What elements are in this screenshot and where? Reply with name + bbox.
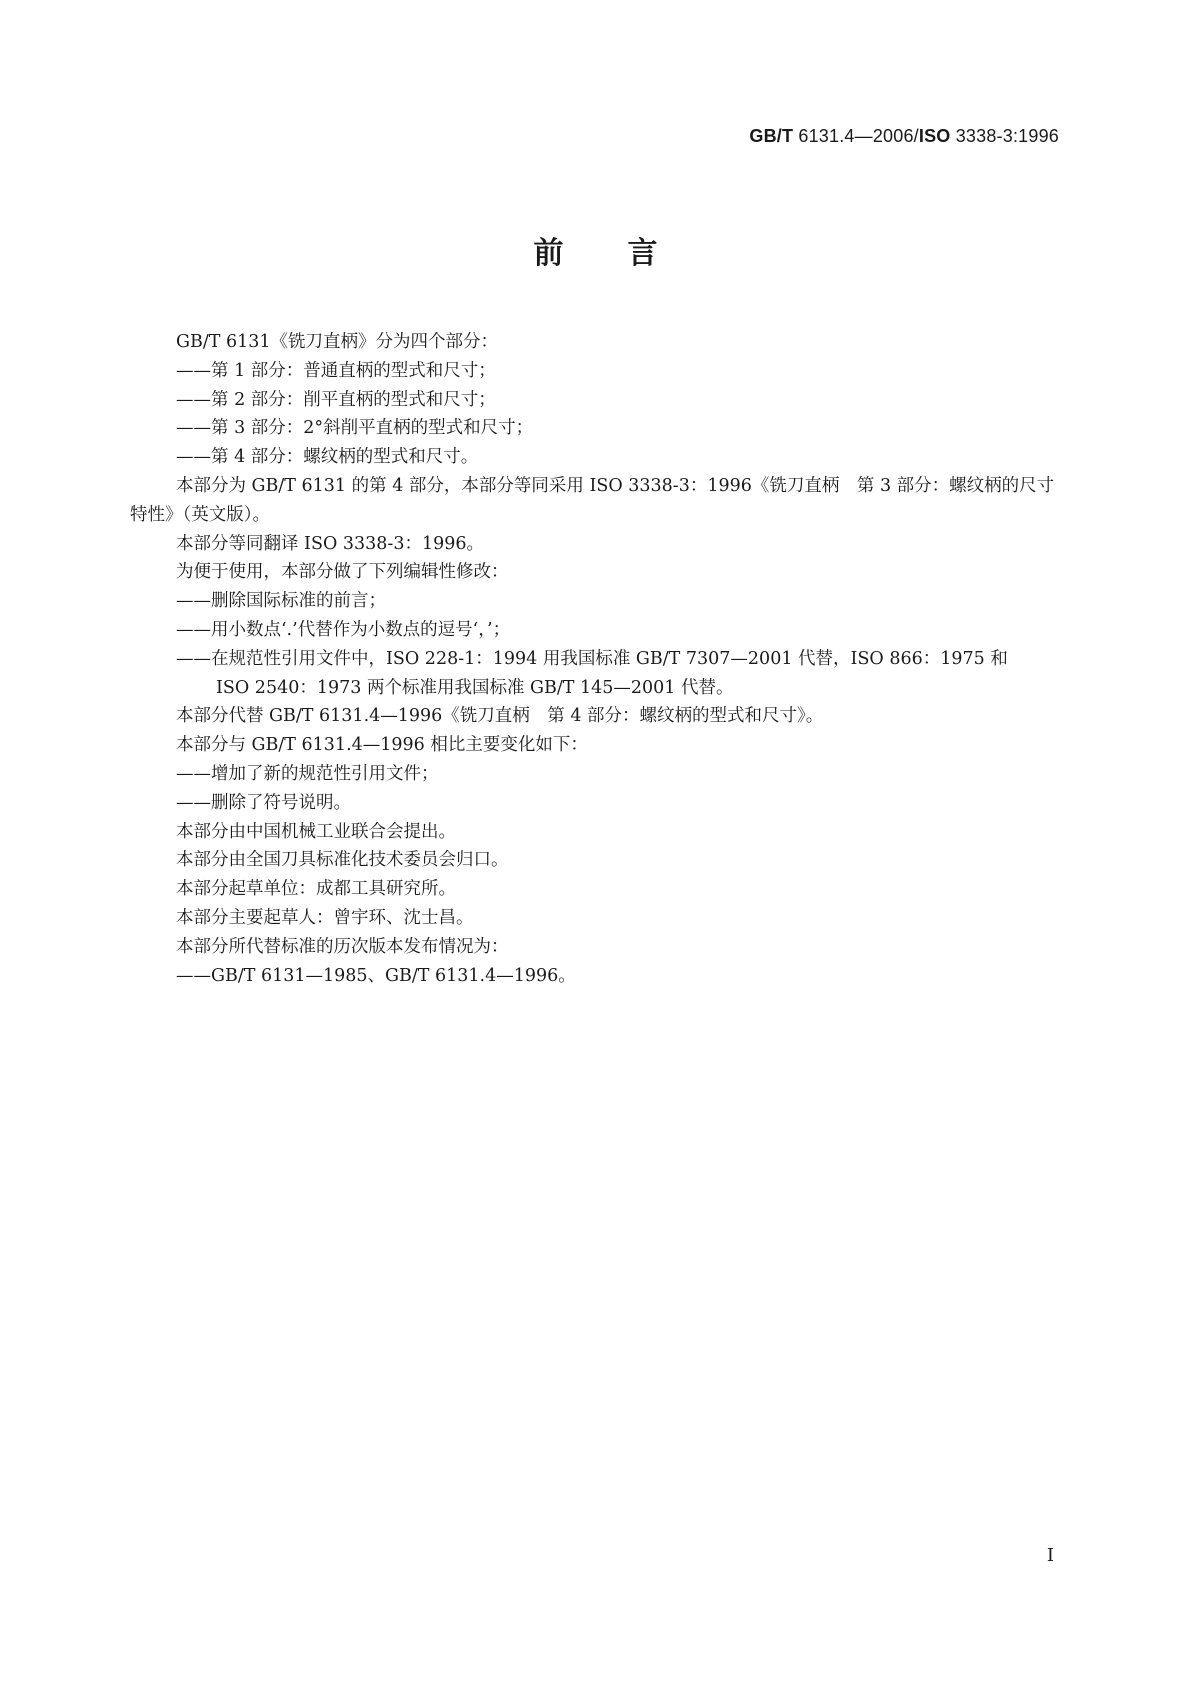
foreword-body — [130, 328, 1065, 990]
standard-code-header — [749, 126, 1059, 147]
paragraph-intro: GB/T 6131《铣刀直柄》分为四个部分： — [176, 332, 499, 352]
paragraph-changes-intro: 本部分与 GB/T 6131.4—1996 相比主要变化如下： — [176, 735, 588, 756]
list-item-edit-3: ——在规范性引用文件中，ISO 228-1：1994 用我国标准 GB/T 7307—2001 代替，ISO 866：1975 和 — [176, 648, 1008, 669]
list-item-part-3: ——第 3 部分：2°斜削平直柄的型式和尺寸； — [176, 418, 534, 439]
paragraph-replaces: 本部分代替 GB/T 6131.4—1996《铣刀直柄 第 4 部分：螺纹柄的型式和尺寸》。 — [176, 706, 824, 727]
page-number: I — [1046, 1545, 1054, 1566]
iso-number: 3338-3:1996 — [950, 126, 1059, 146]
list-item-edit-3-continued: ISO 2540：1973 两个标准用我国标准 GB/T 145—2001 代替。 — [216, 677, 734, 698]
list-item-part-2: ——第 2 部分：削平直柄的型式和尺寸； — [176, 389, 496, 410]
list-item-edit-1: ——删除国际标准的前言； — [176, 591, 386, 612]
paragraph-drafting-unit: 本部分起草单位：成都工具研究所。 — [176, 879, 456, 900]
paragraph-drafters: 本部分主要起草人：曾宇环、沈士昌。 — [176, 907, 474, 928]
list-item-part-1: ——第 1 部分：普通直柄的型式和尺寸； — [176, 360, 496, 381]
gb-prefix: GB/T — [749, 126, 794, 146]
gb-number: 6131.4—2006/ — [793, 126, 919, 146]
list-item-change-1: ——增加了新的规范性引用文件； — [176, 763, 439, 784]
page-title: 前言 — [533, 236, 722, 271]
paragraph-history-intro: 本部分所代替标准的历次版本发布情况为： — [176, 936, 509, 957]
paragraph-managed-by: 本部分由全国刀具标准化技术委员会归口。 — [176, 850, 509, 871]
list-item-edit-2: ——用小数点‘.’代替作为小数点的逗号‘，’； — [176, 619, 511, 640]
list-item-part-4: ——第 4 部分：螺纹柄的型式和尺寸。 — [176, 447, 479, 468]
paragraph-edits-intro: 为便于使用，本部分做了下列编辑性修改： — [176, 562, 509, 583]
list-item-change-2: ——删除了符号说明。 — [176, 792, 351, 813]
paragraph-proposed-by: 本部分由中国机械工业联合会提出。 — [176, 821, 456, 842]
iso-prefix: ISO — [918, 126, 951, 146]
list-item-history: ——GB/T 6131—1985、GB/T 6131.4—1996。 — [176, 965, 576, 986]
paragraph-adoption: 本部分为 GB/T 6131 的第 4 部分，本部分等同采用 ISO 3338-3：1996《铣刀直柄 第 3 部分：螺纹柄的尺寸特性》（英文版）。 — [130, 475, 1055, 525]
paragraph-translation: 本部分等同翻译 ISO 3338-3：1996。 — [176, 533, 484, 554]
